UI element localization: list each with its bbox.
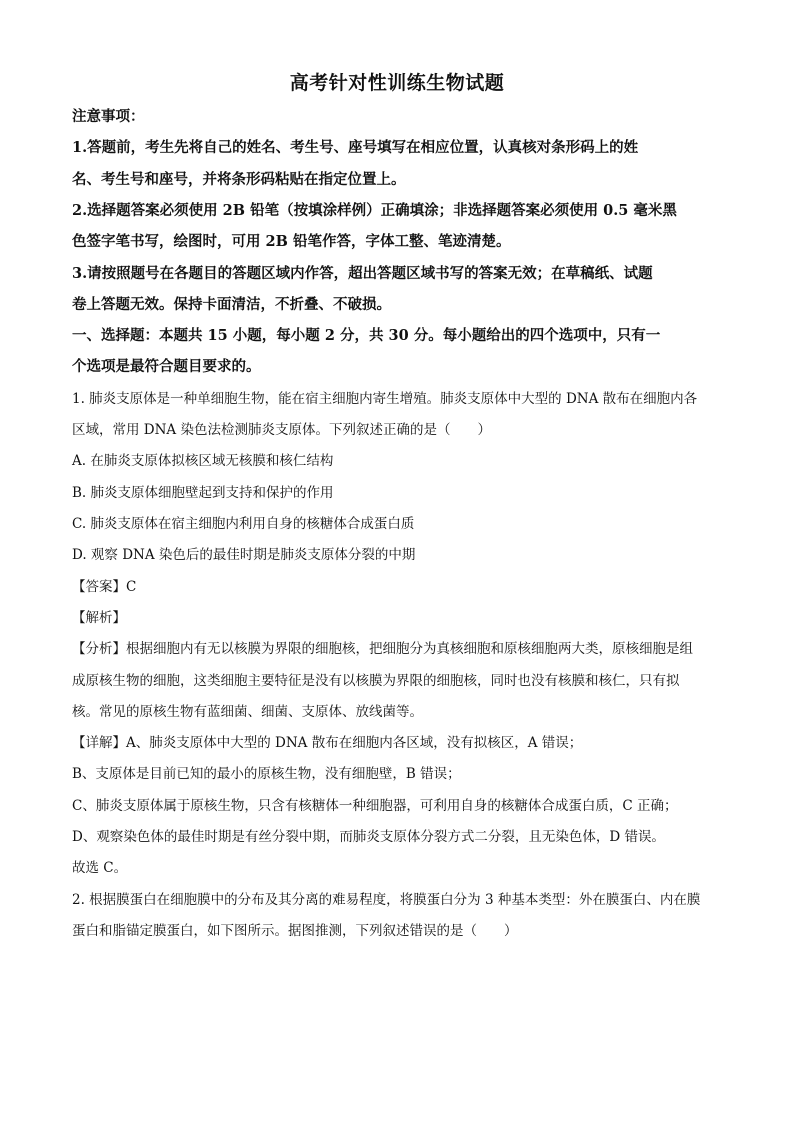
option-c: C. 肺炎支原体在宿主细胞内利用自身的核糖体合成蛋白质: [72, 516, 415, 532]
notice-line: 色签字笔书写，绘图时，可用 2B 铅笔作答，字体工整、笔迹清楚。: [72, 233, 511, 250]
detail-line: B、支原体是目前已知的最小的原核生物，没有细胞壁，B 错误；: [72, 766, 461, 782]
section-heading: 个选项是最符合题目要求的。: [72, 358, 261, 375]
answer-line: 【答案】C: [72, 579, 137, 595]
notice-heading: 注意事项：: [72, 108, 145, 125]
question-stem: 区域，常用 DNA 染色法检测肺炎支原体。下列叙述正确的是（ ）: [72, 422, 491, 438]
option-a: A. 在肺炎支原体拟核区域无核膜和核仁结构: [72, 453, 334, 469]
question-stem: 蛋白和脂锚定膜蛋白，如下图所示。据图推测，下列叙述错误的是（ ）: [72, 923, 518, 939]
question-stem: 1. 肺炎支原体是一种单细胞生物，能在宿主细胞内寄生增殖。肺炎支原体中大型的 DNA 散布在细胞内各: [72, 391, 698, 407]
detail-line: 故选 C。: [72, 860, 128, 876]
notice-line: 2.选择题答案必须使用 2B 铅笔（按填涂样例）正确填涂；非选择题答案必须使用 0.5 毫米黑: [72, 202, 677, 219]
notice-line: 3.请按照题号在各题目的答题区域内作答，超出答题区域书写的答案无效；在草稿纸、试题: [72, 265, 653, 282]
section-heading: 一、选择题：本题共 15 小题，每小题 2 分，共 30 分。每小题给出的四个选项中，只有一: [72, 327, 661, 344]
detail-line: D、观察染色体的最佳时期是有丝分裂中期，而肺炎支原体分裂方式二分裂，且无染色体，D 错误。: [72, 829, 665, 845]
detail-line: 【详解】A、肺炎支原体中大型的 DNA 散布在细胞内各区域，没有拟核区，A 错误；: [72, 735, 583, 751]
question-stem: 2. 根据膜蛋白在细胞膜中的分布及其分离的难易程度，将膜蛋白分为 3 种基本类型：外在膜蛋白、内在膜: [72, 892, 701, 908]
option-b: B. 肺炎支原体细胞壁起到支持和保护的作用: [72, 485, 334, 501]
analysis-line: 成原核生物的细胞，这类细胞主要特征是没有以核膜为界限的细胞核，同时也没有核膜和核仁，只有拟: [72, 673, 680, 689]
analysis-line: 核。常见的原核生物有蓝细菌、细菌、支原体、放线菌等。: [72, 704, 423, 720]
analysis-label: 【解析】: [72, 610, 126, 626]
notice-line: 卷上答题无效。保持卡面清洁，不折叠、不破损。: [72, 296, 391, 313]
page-title: 高考针对性训练生物试题: [289, 72, 505, 94]
notice-line: 名、考生号和座号，并将条形码粘贴在指定位置上。: [72, 171, 406, 188]
notice-line: 1.答题前，考生先将自己的姓名、考生号、座号填写在相应位置，认真核对条形码上的姓: [72, 139, 639, 156]
detail-line: C、肺炎支原体属于原核生物，只含有核糖体一种细胞器，可利用自身的核糖体合成蛋白质，C 正确；: [72, 798, 678, 814]
analysis-line: 【分析】根据细胞内有无以核膜为界限的细胞核，把细胞分为真核细胞和原核细胞两大类，原核细胞是组: [72, 641, 693, 657]
option-d: D. 观察 DNA 染色后的最佳时期是肺炎支原体分裂的中期: [72, 547, 416, 563]
